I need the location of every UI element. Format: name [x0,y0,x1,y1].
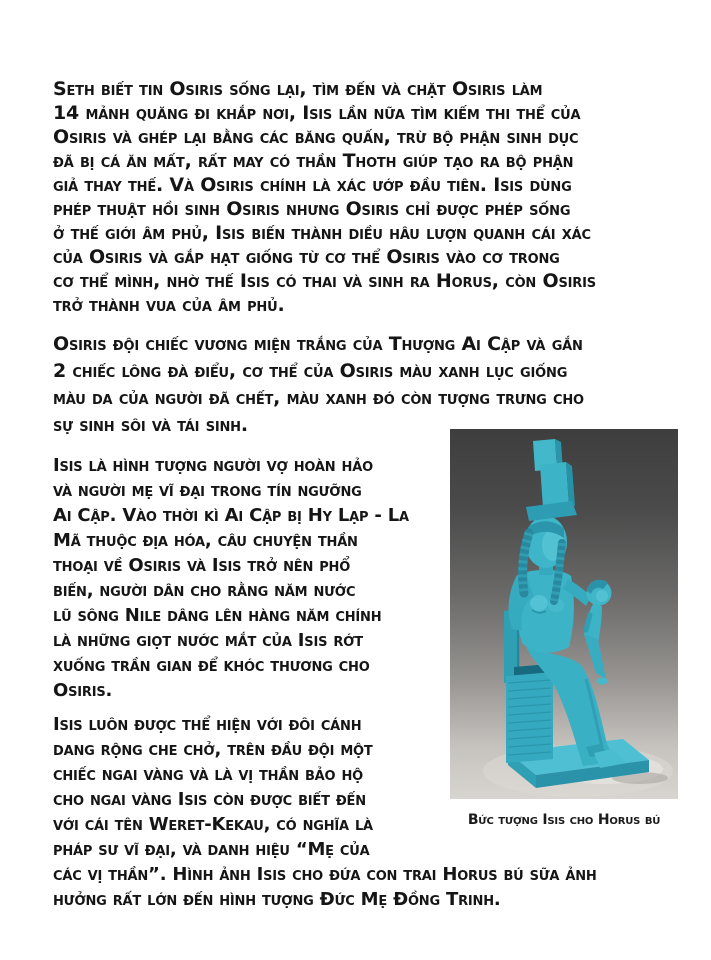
paragraph-1 [53,77,596,317]
figure-caption: Bức tượng Isis cho Horus bú [467,812,661,828]
text-line: chiếc ngai vàng và là vị thần bảo hộ [53,764,363,785]
text-line: Osiris đội chiếc vương miện trắng của Thượng Ai Cập và gắn [53,333,583,355]
text-line: pháp sư vĩ đại, và danh hiệu “Mẹ của [53,839,370,860]
text-line: thoại về Osiris và Isis trở nên phổ [53,555,351,576]
text-line: Ai Cập. Vào thời kì Ai Cập bị Hy Lạp - La [53,505,409,526]
text-line: dang rộng che chở, trên đầu đội một [53,739,373,760]
text-line: xuống trần gian để khóc thương cho [53,655,370,676]
text-line: hưởng rất lớn đến hình tượng Đức Mẹ Đồng Trinh. [53,889,501,910]
text-line: sự sinh sôi và tái sinh. [53,414,248,436]
paragraph-2 [53,331,584,439]
text-line: Seth biết tin Osiris sống lại, tìm đến và chặt Osiris làm [53,78,543,100]
text-line: Isis luôn được thể hiện với đôi cánh [53,714,362,735]
text-line: trở thành vua của âm phủ. [53,294,285,316]
text-line: màu da của người đã chết, màu xanh đó còn tượng trưng cho [53,387,584,409]
text-line: lũ sông Nile dâng lên hàng năm chính [53,605,382,626]
text-line: đã bị cá ăn mất, rất may có thần Thoth giúp tạo ra bộ phận [53,150,574,172]
text-line: là những giọt nước mắt của Isis rớt [53,630,363,651]
statue-of-isis-nursing-horus-icon [450,429,678,799]
text-line: 14 mảnh quăng đi khắp nơi, Isis lần nữa tìm kiếm thi thể của [53,102,581,124]
figure-isis-statue [450,429,678,799]
text-line: 2 chiếc lông đà điểu, cơ thể của Osiris màu xanh lục giống [53,360,568,382]
text-line: các vị thần”. Hình ảnh Isis cho đứa con trai Horus bú sữa ảnh [53,864,597,885]
text-line: Osiris. [53,680,113,701]
paragraph-3 [53,453,409,703]
text-line: biến, người dân cho rằng năm nước [53,580,356,601]
text-line: của Osiris và gắp hạt giống từ cơ thể Osiris vào cơ trong [53,246,560,268]
text-line: Mã thuộc địa hóa, câu chuyện thần [53,530,358,551]
text-line: cho ngai vàng Isis còn được biết đến [53,789,366,810]
text-line: Isis là hình tượng người vợ hoàn hảo [53,455,373,476]
text-line: cơ thể mình, nhờ thế Isis có thai và sinh ra Horus, còn Osiris [53,270,596,292]
text-line: Osiris và ghép lại bằng các băng quấn, trừ bộ phận sinh dục [53,126,579,148]
text-line: giả thay thế. Và Osiris chính là xác ướp đầu tiên. Isis dùng [53,174,572,196]
text-line: ở thế giới âm phủ, Isis biến thành diều hâu lượn quanh cái xác [53,222,591,244]
text-line: với cái tên Weret-Kekau, có nghĩa là [53,814,373,835]
text-line: phép thuật hồi sinh Osiris nhưng Osiris chỉ được phép sống [53,198,571,220]
text-line: và người mẹ vĩ đại trong tín ngưỡng [53,480,362,501]
